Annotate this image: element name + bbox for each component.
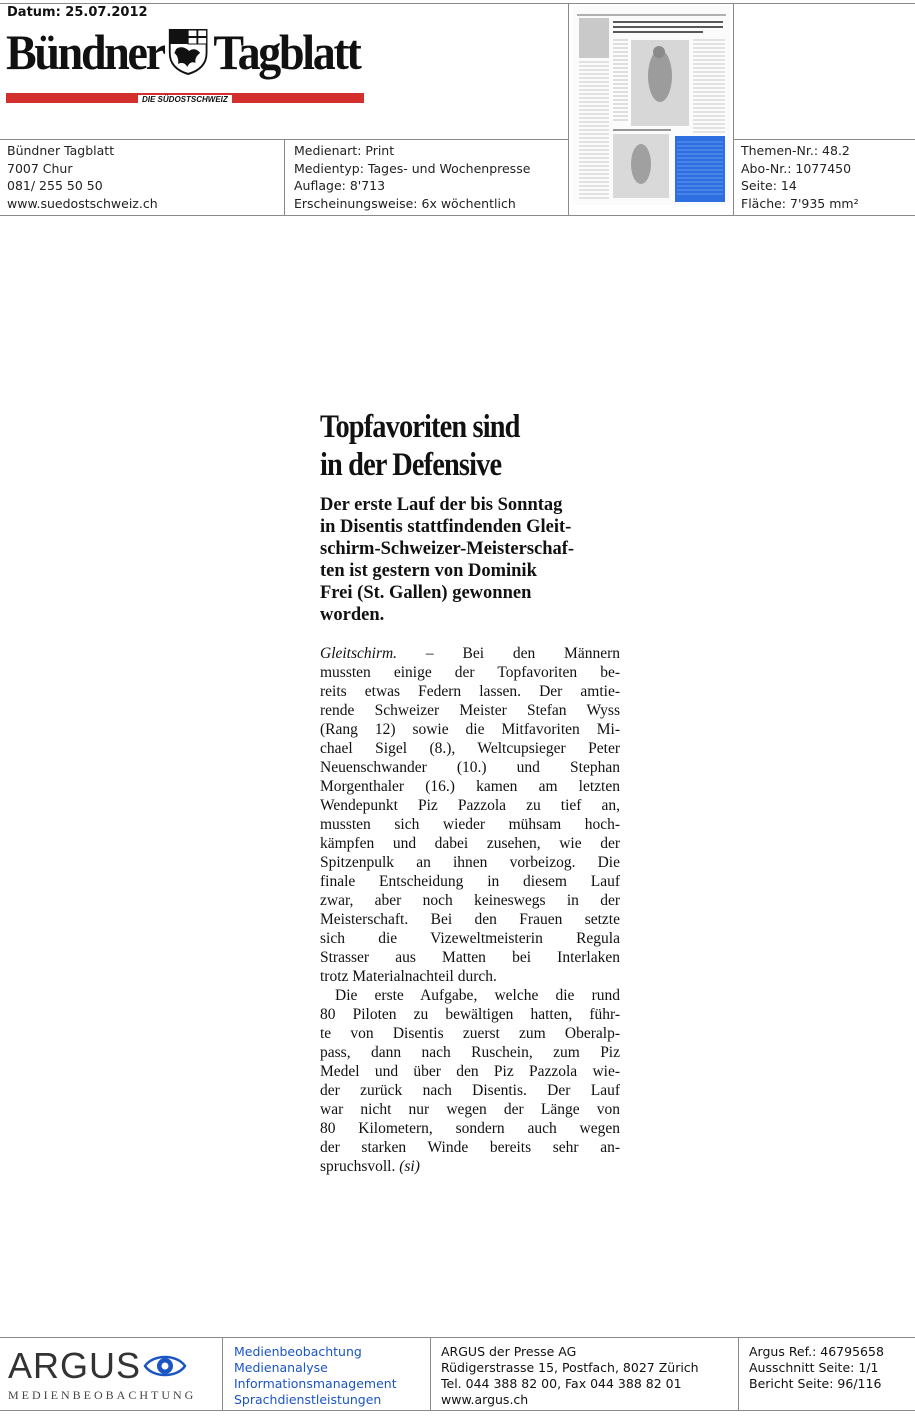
body-line: kämpfen und dabei zusehen, wie der: [320, 835, 620, 852]
footer-divider-2: [430, 1337, 431, 1411]
header-bottom-rule: [0, 215, 915, 216]
footer-bottom-rule: [0, 1410, 915, 1411]
publisher-website: www.suedostschweiz.ch: [7, 195, 158, 211]
clipping-page: Ausschnitt Seite: 1/1: [749, 1360, 879, 1375]
body-line: te von Disentis zuerst zum Oberalp-: [320, 1025, 620, 1042]
body-line: sich die Vizeweltmeisterin Regula: [320, 930, 620, 947]
date-label: Datum: 25.07.2012: [7, 5, 148, 20]
media-circulation: Auflage: 8'713: [294, 178, 386, 193]
body-line: reits etwas Federn lassen. Der amtie-: [320, 683, 620, 700]
publisher-phone: 081/ 255 50 50: [7, 178, 103, 193]
coat-of-arms-icon: [167, 27, 209, 75]
service-item: Informationsmanagement: [234, 1376, 397, 1391]
argus-company-info: [441, 1344, 699, 1408]
body-line-text: spruchsvoll.: [320, 1158, 396, 1175]
body-line-text: – Bei den Männern: [397, 645, 620, 662]
service-item: Medienanalyse: [234, 1360, 328, 1375]
report-page: Bericht Seite: 96/116: [749, 1376, 882, 1391]
page-thumbnail-graphic: [573, 6, 730, 205]
reference-info: [741, 142, 859, 212]
lead-line: ten ist gestern von Dominik: [320, 561, 537, 581]
body-line: Morgenthaler (16.) kamen am letzten: [320, 778, 620, 795]
argus-references: [749, 1344, 884, 1392]
service-item: Medienbeobachtung: [234, 1344, 362, 1359]
header-divider-2: [568, 3, 569, 216]
eye-icon: [143, 1351, 187, 1381]
argus-logo-word: ARGUS: [8, 1345, 142, 1386]
body-line: (Rang 12) sowie die Mitfavoriten Mi-: [320, 721, 620, 738]
body-line: der starken Winde bereits sehr an-: [320, 1139, 620, 1156]
body-line: Meisterschaft. Bei den Frauen setzte: [320, 911, 620, 928]
argus-logo-subtitle: MEDIENBEOBACHTUNG: [8, 1388, 197, 1402]
publisher-name: Bündner Tagblatt: [7, 143, 115, 158]
body-line: war nicht nur wegen der Länge von: [320, 1101, 620, 1118]
company-address: Rüdigerstrasse 15, Postfach, 8027 Zürich: [441, 1360, 699, 1375]
abo-number: Abo-Nr.: 1077450: [741, 160, 852, 176]
body-line: mussten einige der Topfavoriten be-: [320, 664, 620, 681]
masthead-title-right: Tagblatt: [213, 24, 360, 80]
lead-line: in Disentis stattfindenden Gleit-: [320, 517, 572, 537]
company-phone: Tel. 044 388 82 00, Fax 044 388 82 01: [441, 1376, 682, 1391]
argus-services: [234, 1344, 397, 1408]
body-line: chael Sigel (8.), Weltcupsieger Peter: [320, 740, 620, 757]
header-top-rule: [0, 3, 915, 4]
article-body: [320, 644, 620, 1176]
body-line: pass, dann nach Ruschein, zum Piz: [320, 1044, 620, 1061]
body-line: zwar, aber noch keineswegs in der: [320, 892, 620, 909]
body-line: mussten sich wieder mühsam hoch-: [320, 816, 620, 833]
publisher-info: [7, 142, 158, 212]
lead-line: schirm-Schweizer-Meisterschaf-: [320, 539, 575, 559]
article-headline: [320, 408, 578, 484]
header-mid-rule-right: [733, 139, 915, 140]
media-info: [294, 142, 530, 212]
lead-line: Der erste Lauf der bis Sonntag: [320, 495, 563, 515]
page-number: Seite: 14: [741, 178, 797, 193]
footer-divider-1: [222, 1337, 223, 1411]
media-type: Medienart: Print: [294, 143, 395, 158]
header-divider-1: [284, 139, 285, 216]
headline-line: Topfavoriten sind: [320, 409, 520, 445]
body-line: Neuenschwander (10.) und Stephan: [320, 759, 620, 776]
article-lead: [320, 494, 620, 626]
company-website: www.argus.ch: [441, 1392, 529, 1407]
article-dateline: Gleitschirm.: [320, 645, 398, 662]
service-item: Sprachdienstleistungen: [234, 1392, 382, 1407]
lead-line: Frei (St. Gallen) gewonnen: [320, 583, 532, 603]
body-line: der zurück nach Disentis. Der Lauf: [320, 1082, 620, 1099]
area-size: Fläche: 7'935 mm²: [741, 195, 859, 211]
argus-logo: [8, 1345, 197, 1403]
masthead-logo: [6, 20, 366, 112]
article-signature: (si): [399, 1158, 420, 1175]
body-line: Spitzenpulk an ihnen vorbeizog. Die: [320, 854, 620, 871]
body-line: rende Schweizer Meister Stefan Wyss: [320, 702, 620, 719]
page-thumbnail: [573, 6, 730, 205]
headline-line: in der Defensive: [320, 447, 502, 483]
header-divider-3: [733, 3, 734, 216]
body-line: 80 Piloten zu bewältigen hatten, führ-: [320, 1006, 620, 1023]
argus-ref: Argus Ref.: 46795658: [749, 1344, 884, 1359]
body-line: trotz Materialnachteil durch.: [320, 968, 497, 985]
body-line: [320, 1157, 620, 1176]
media-category: Medientyp: Tages- und Wochenpresse: [294, 160, 531, 176]
masthead-title: [6, 22, 359, 82]
body-line: 80 Kilometern, sondern auch wegen: [320, 1120, 620, 1137]
publisher-city: 7007 Chur: [7, 160, 73, 176]
body-line: Strasser aus Matten bei Interlaken: [320, 949, 620, 966]
footer-top-rule: [0, 1337, 915, 1338]
body-line: [320, 644, 620, 663]
masthead-title-left: Bündner: [6, 24, 164, 80]
company-name: ARGUS der Presse AG: [441, 1344, 577, 1359]
body-line: finale Entscheidung in diesem Lauf: [320, 873, 620, 890]
masthead-subtitle: DIE SÜDOSTSCHWEIZ: [138, 95, 232, 104]
themen-number: Themen-Nr.: 48.2: [741, 143, 850, 158]
media-frequency: Erscheinungsweise: 6x wöchentlich: [294, 195, 516, 211]
body-line: Medel und über den Piz Pazzola wie-: [320, 1063, 620, 1080]
lead-line: worden.: [320, 605, 385, 625]
body-line: Wendepunkt Piz Pazzola zu tief an,: [320, 797, 620, 814]
footer-divider-3: [738, 1337, 739, 1411]
body-line: Die erste Aufgabe, welche die rund: [335, 987, 620, 1004]
